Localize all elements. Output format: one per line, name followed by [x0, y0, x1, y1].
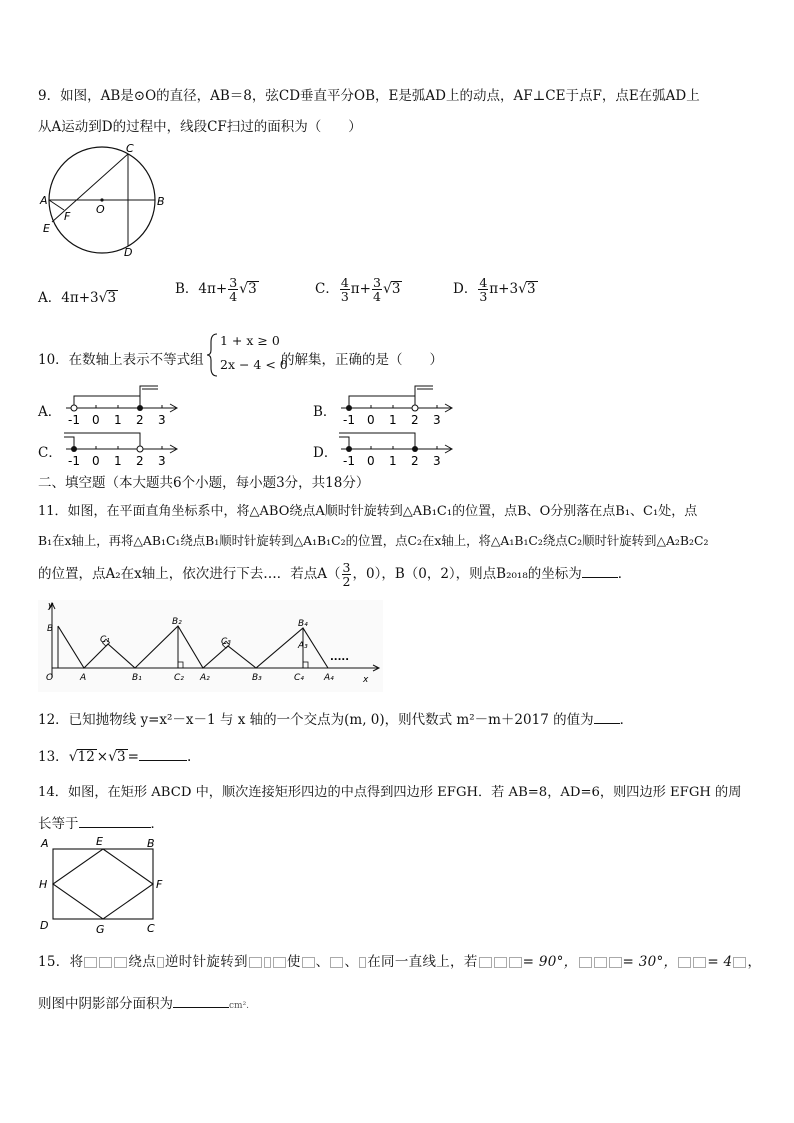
q12-answer-blank[interactable] — [594, 711, 620, 724]
q10-option-a-label: A． — [38, 404, 62, 420]
q10-brace — [206, 332, 220, 378]
svg-text:2: 2 — [136, 413, 144, 427]
svg-text:3: 3 — [433, 413, 441, 427]
q9-label-e: E — [43, 222, 50, 235]
svg-text:-1: -1 — [343, 454, 355, 468]
svg-text:B: B — [47, 624, 54, 634]
q14-rectangle-abcd — [53, 849, 153, 919]
svg-text:H: H — [39, 878, 48, 891]
svg-text:3: 3 — [158, 413, 166, 427]
q9-label-o: O — [96, 203, 105, 216]
q14-stem-line1: 14．如图，在矩形 ABCD 中，顺次连接矩形四边的中点得到四边形 EFGH．若 AB=8，AD=6，则四边形 EFGH 的周 — [38, 785, 742, 800]
svg-text:2: 2 — [411, 413, 419, 427]
q10-inequality-1: 1 + x ≥ 0 — [220, 333, 280, 348]
q9-label-d: D — [124, 246, 133, 259]
svg-text:0: 0 — [367, 413, 375, 427]
q9-option-c: C． $\frac{4}{3}$ π+ $\frac{3}{4}$ √3 — [315, 275, 401, 305]
q9-stem-line2: 从A运动到D的过程中，线段CF扫过的面积为（ ） — [38, 119, 362, 135]
svg-text:1: 1 — [114, 413, 122, 427]
q10-stem-pre: 10．在数轴上表示不等式组 — [38, 352, 204, 368]
q11-stem-line3: 的位置，点A₂在x轴上，依次进行下去…．若点A（ $\frac{3}{2}$ ，0），B（0，2），则点B₂₀₁₈的坐标为 ． — [38, 560, 632, 590]
svg-text:-1: -1 — [68, 413, 80, 427]
q9-circle-figure — [38, 142, 173, 260]
svg-text:1: 1 — [114, 454, 122, 468]
svg-text:A₄: A₄ — [324, 673, 334, 683]
svg-text:0: 0 — [92, 413, 100, 427]
q15-answer-blank[interactable] — [173, 995, 229, 1008]
q14-rhombus-efgh — [53, 849, 153, 919]
svg-text:3: 3 — [433, 454, 441, 468]
q9-label-a: A — [40, 194, 48, 207]
svg-text:0: 0 — [92, 454, 100, 468]
svg-text:A: A — [41, 837, 49, 850]
svg-text:A₂: A₂ — [200, 673, 210, 683]
q9-label-f: F — [64, 210, 71, 223]
q10-inequality-2: 2x − 4 < 0 — [220, 357, 288, 372]
svg-text:G: G — [96, 923, 105, 936]
q14-rectangle-figure — [36, 834, 166, 938]
svg-text:y: y — [48, 601, 54, 611]
q11-stem-line2: B₁在x轴上，再将△AB₁C₁绕点B₁顺时针旋转到△A₁B₁C₂的位置，点C₂在x轴上，将△A₁B₁C₂绕点C₂顺时针旋转到△A₂B₂C₂ — [38, 533, 709, 548]
svg-text:C: C — [147, 922, 155, 935]
svg-text:-1: -1 — [343, 413, 355, 427]
q9-option-a: A．4π+3√3 — [38, 290, 117, 306]
q10-option-c-numberline — [60, 425, 180, 469]
q14-answer-blank[interactable] — [79, 815, 151, 828]
svg-text:1: 1 — [389, 413, 397, 427]
q9-label-b: B — [157, 195, 165, 208]
svg-text:O: O — [46, 673, 54, 683]
svg-text:C₁: C₁ — [100, 635, 110, 645]
svg-text:1: 1 — [389, 454, 397, 468]
svg-text:2: 2 — [411, 454, 419, 468]
q11-answer-blank[interactable] — [582, 565, 618, 578]
q9-line-af — [49, 200, 64, 210]
q13-answer-blank[interactable] — [139, 748, 187, 761]
svg-text:E: E — [96, 835, 103, 848]
svg-text:B₁: B₁ — [132, 673, 142, 683]
svg-text:D: D — [40, 919, 49, 932]
svg-text:C₃: C₃ — [221, 637, 231, 647]
q9-option-d: D． $\frac{4}{3}$ π+3√3 — [453, 275, 536, 305]
q11-rotation-figure — [38, 600, 383, 692]
q10-option-d-numberline — [335, 425, 455, 469]
q15-stem-line1: 15．将 绕点 逆时针旋转到 使 、 、 在同一直线上，若 = 90°， = 30°， = 4 ， — [38, 954, 762, 970]
svg-text:x: x — [363, 675, 369, 685]
q10-stem-post: 的解集，正确的是（ ） — [281, 352, 443, 368]
q10-option-d-label: D． — [313, 445, 338, 461]
q10-option-a-numberline — [60, 384, 180, 428]
svg-text:2: 2 — [136, 454, 144, 468]
svg-text:A: A — [80, 673, 87, 683]
q14-stem-line2: 长等于 ． — [38, 816, 164, 832]
svg-text:C₂: C₂ — [174, 673, 184, 683]
svg-text:0: 0 — [367, 454, 375, 468]
svg-text:.....: ..... — [330, 652, 349, 663]
q10-option-b-numberline — [335, 384, 455, 428]
q9-label-c: C — [126, 142, 134, 155]
svg-text:B₂: B₂ — [172, 617, 182, 627]
q11-stem-line1: 11．如图，在平面直角坐标系中，将△ABO绕点A顺时针旋转到△AB₁C₁的位置，点B、O分别落在点B₁、C₁处，点 — [38, 504, 698, 519]
svg-text:3: 3 — [158, 454, 166, 468]
svg-text:B₃: B₃ — [252, 673, 262, 683]
q15-stem-line2: 则图中阴影部分面积为 cm². — [38, 996, 250, 1012]
q10-option-c-label: C． — [38, 445, 62, 461]
svg-text:F: F — [156, 878, 163, 891]
svg-text:C₄: C₄ — [294, 673, 304, 683]
q9-option-b: B．4π+ $\frac{3}{4}$ √3 — [175, 275, 257, 305]
section-2-heading: 二、填空题（本大题共6个小题，每小题3分，共18分） — [38, 475, 370, 491]
svg-text:-1: -1 — [68, 454, 80, 468]
q9-stem-line1: 9．如图，AB是⊙O的直径，AB＝8，弦CD垂直平分OB，E是弧AD上的动点，AF⊥CE于点F，点E在弧AD上 — [38, 88, 700, 104]
svg-text:A₃: A₃ — [298, 641, 308, 651]
q9-center-dot — [100, 198, 103, 201]
q13-stem: 13．√12 ×√3 = . — [38, 749, 192, 765]
q12-stem: 12．已知抛物线 y=x²－x－1 与 x 轴的一个交点为(m, 0)，则代数式 m²－m＋2017 的值为 ． — [38, 712, 634, 728]
svg-text:B: B — [147, 837, 155, 850]
svg-text:B₄: B₄ — [298, 619, 308, 629]
q10-option-b-label: B． — [313, 404, 337, 420]
